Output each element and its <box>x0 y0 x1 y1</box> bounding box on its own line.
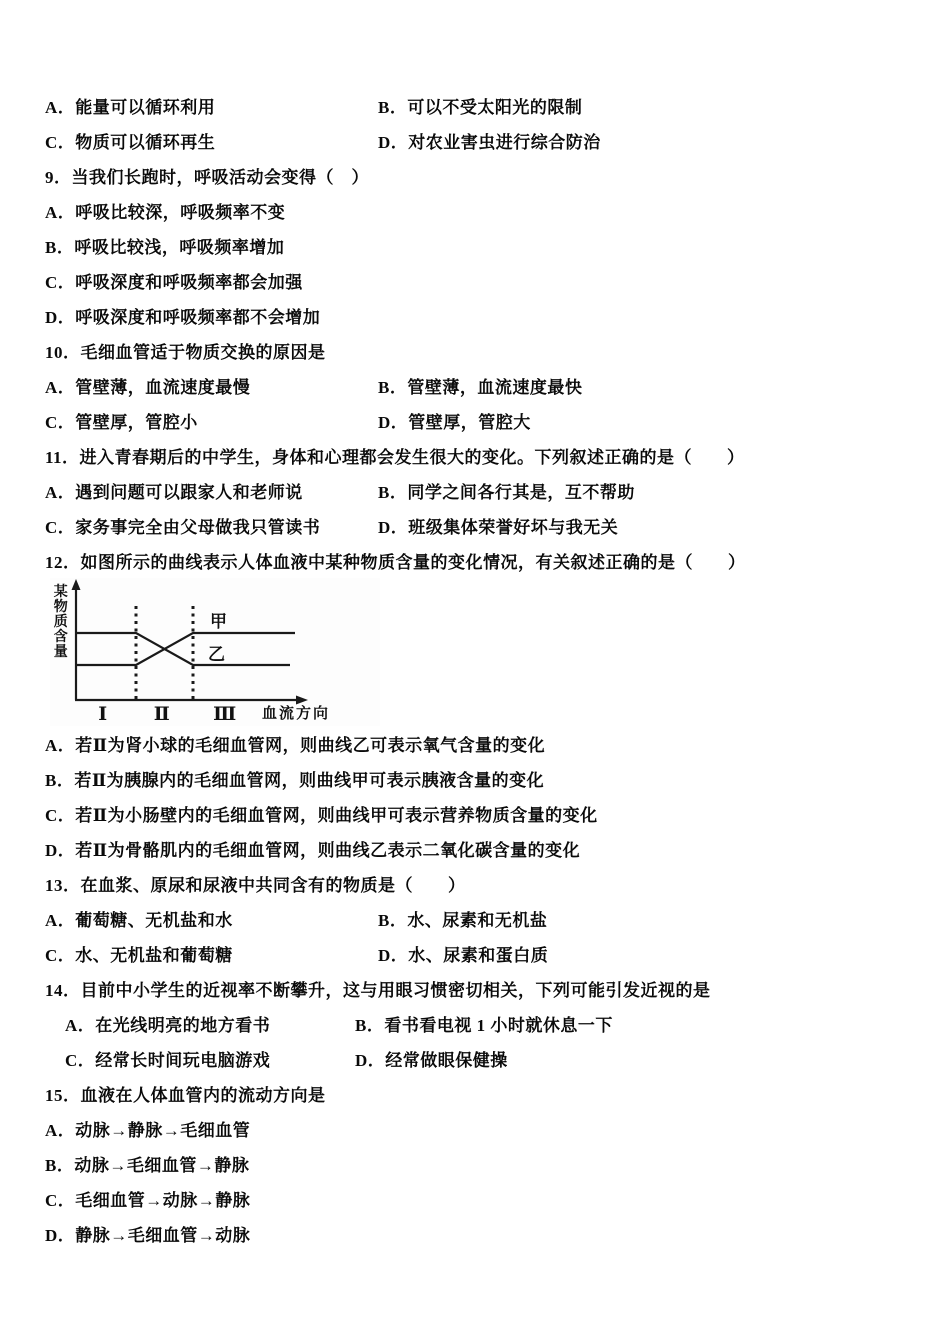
option-line: B．呼吸比较浅，呼吸频率增加 <box>45 238 285 257</box>
option-line: C．毛细血管→动脉→静脉 <box>45 1191 251 1210</box>
option-left: A．葡萄糖、无机盐和水 <box>45 911 233 930</box>
option-line: A．动脉→静脉→毛细血管 <box>45 1121 251 1140</box>
option-right: D．班级集体荣誉好坏与我无关 <box>378 518 619 537</box>
question-stem: 9．当我们长跑时，呼吸活动会变得（ ） <box>45 168 369 187</box>
region-label-2: Ⅱ <box>153 704 171 725</box>
option-right: D．对农业害虫进行综合防治 <box>378 133 601 152</box>
region-label-3: Ⅲ <box>213 704 237 725</box>
option-right: D．管壁厚，管腔大 <box>378 413 531 432</box>
option-left: A．管壁薄，血流速度最慢 <box>45 378 251 397</box>
y-axis-label-char: 量 <box>53 645 69 660</box>
option-pair-row <box>45 88 910 123</box>
option-left: A．能量可以循环利用 <box>45 98 216 117</box>
question-stem: 15．血液在人体血管内的流动方向是 <box>45 1086 326 1105</box>
questions-block-bottom <box>45 726 910 1251</box>
x-axis-label: 血流方向 <box>262 706 331 722</box>
option-pair-row <box>45 1041 910 1076</box>
x-axis-arrow-icon <box>296 696 308 705</box>
option-right: B．管壁薄，血流速度最快 <box>378 378 583 397</box>
questions-block-top <box>45 88 910 578</box>
option-pair-row <box>45 123 910 158</box>
option-right: B．水、尿素和无机盐 <box>378 911 548 930</box>
option-pair-row <box>45 368 910 403</box>
option-line: D．呼吸深度和呼吸频率都不会增加 <box>45 308 321 327</box>
option-line: B．动脉→毛细血管→静脉 <box>45 1156 250 1175</box>
y-axis-label-char: 质 <box>53 615 69 630</box>
y-axis-label-char: 物 <box>53 600 69 615</box>
option-left: C．物质可以循环再生 <box>45 133 216 152</box>
question-stem: 10．毛细血管适于物质交换的原因是 <box>45 343 326 362</box>
option-pair-row <box>45 403 910 438</box>
option-right: B．看书看电视 1 小时就休息一下 <box>355 1016 613 1035</box>
question-stem: 11．进入青春期后的中学生，身体和心理都会发生很大的变化。下列叙述正确的是（ ） <box>45 448 745 467</box>
option-pair-row <box>45 1006 910 1041</box>
series-label-jia: 甲 <box>210 612 228 631</box>
y-axis-label-char: 含 <box>53 630 69 645</box>
q12-figure <box>50 578 380 726</box>
option-right: D．经常做眼保健操 <box>355 1051 508 1070</box>
option-left: A．遇到问题可以跟家人和老师说 <box>45 483 303 502</box>
option-right: B．同学之间各行其是，互不帮助 <box>378 483 635 502</box>
option-line: D．静脉→毛细血管→动脉 <box>45 1226 251 1245</box>
question-stem: 12．如图所示的曲线表示人体血液中某种物质含量的变化情况，有关叙述正确的是（ ） <box>45 553 746 572</box>
option-pair-row <box>45 473 910 508</box>
option-pair-row <box>45 901 910 936</box>
option-line: C．呼吸深度和呼吸频率都会加强 <box>45 273 303 292</box>
q12-figure-row <box>45 578 910 726</box>
option-line: A．呼吸比较深，呼吸频率不变 <box>45 203 286 222</box>
y-axis-arrow-icon <box>72 579 81 590</box>
option-line: D．若Ⅱ为骨骼肌内的毛细血管网，则曲线乙表示二氧化碳含量的变化 <box>45 841 581 860</box>
option-line: B．若Ⅱ为胰腺内的毛细血管网，则曲线甲可表示胰液含量的变化 <box>45 771 545 790</box>
option-line: C．若Ⅱ为小肠壁内的毛细血管网，则曲线甲可表示营养物质含量的变化 <box>45 806 598 825</box>
series-label-yi: 乙 <box>208 645 226 664</box>
option-right: D．水、尿素和蛋白质 <box>378 946 549 965</box>
option-left: C．管壁厚，管腔小 <box>45 413 198 432</box>
option-left: A．在光线明亮的地方看书 <box>65 1016 271 1035</box>
option-left: C．经常长时间玩电脑游戏 <box>65 1051 271 1070</box>
option-left: C．家务事完全由父母做我只管读书 <box>45 518 321 537</box>
y-axis-label-char: 某 <box>53 585 69 600</box>
blood-substance-chart <box>50 578 380 726</box>
region-label-1: Ⅰ <box>98 704 108 725</box>
option-right: B．可以不受太阳光的限制 <box>378 98 583 117</box>
option-pair-row <box>45 936 910 971</box>
option-left: C．水、无机盐和葡萄糖 <box>45 946 233 965</box>
question-stem: 13．在血浆、原尿和尿液中共同含有的物质是（ ） <box>45 876 466 895</box>
option-pair-row <box>45 508 910 543</box>
question-stem: 14．目前中小学生的近视率不断攀升，这与用眼习惯密切相关，下列可能引发近视的是 <box>45 981 711 1000</box>
option-line: A．若Ⅱ为肾小球的毛细血管网，则曲线乙可表示氧气含量的变化 <box>45 736 546 755</box>
